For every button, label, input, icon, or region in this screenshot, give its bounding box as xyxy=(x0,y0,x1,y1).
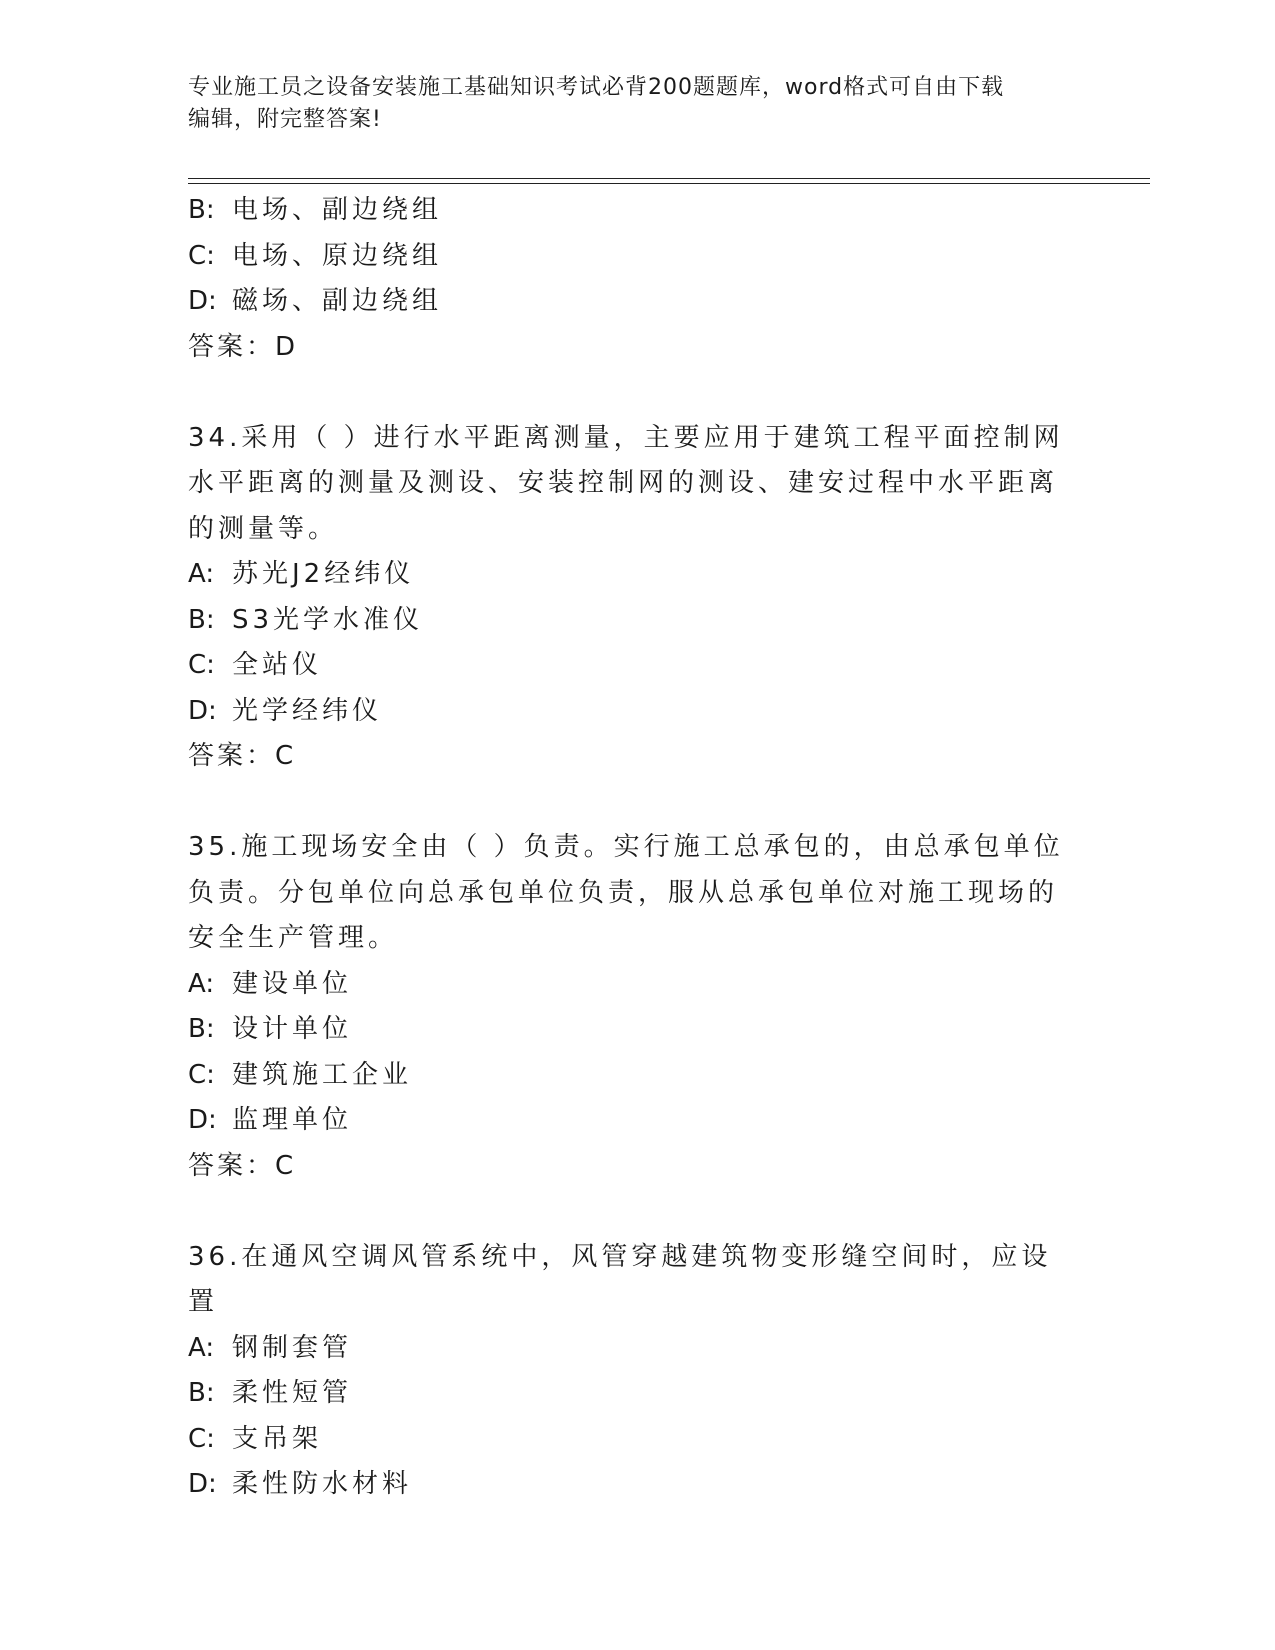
option-text: S3光学水准仪 xyxy=(232,604,424,635)
header-rule-top xyxy=(188,178,1150,179)
option-text: 电场、副边绕组 xyxy=(232,195,443,225)
option-text: 设计单位 xyxy=(232,1014,353,1044)
option-text: 支吊架 xyxy=(232,1423,323,1454)
option-c xyxy=(188,1417,1068,1463)
option-text: 光学经纬仪 xyxy=(232,695,383,726)
question-34 xyxy=(188,416,1068,780)
option-label: D: xyxy=(188,695,217,726)
header-rule-bottom xyxy=(188,183,1150,184)
header-title-line-2: 编辑，附完整答案! xyxy=(188,107,382,132)
option-label: A: xyxy=(188,559,215,589)
answer: 答案：C xyxy=(188,1150,297,1181)
document-header xyxy=(188,72,1088,136)
option-c xyxy=(188,643,1068,689)
option-text: 苏光J2经纬仪 xyxy=(232,559,415,589)
option-label: B: xyxy=(188,195,215,225)
option-label: B: xyxy=(188,1014,215,1044)
option-c xyxy=(188,234,1068,280)
option-text: 全站仪 xyxy=(232,650,323,680)
option-text: 建筑施工企业 xyxy=(232,1059,413,1090)
answer: 答案：D xyxy=(188,331,299,362)
option-d xyxy=(188,689,1068,735)
option-label: B: xyxy=(188,604,215,635)
option-text: 磁场、副边绕组 xyxy=(232,286,443,316)
option-b xyxy=(188,1371,1068,1417)
option-d xyxy=(188,279,1068,325)
spacer xyxy=(188,780,1068,826)
option-label: D: xyxy=(188,286,217,316)
option-text: 柔性短管 xyxy=(232,1378,353,1408)
option-label: C: xyxy=(188,650,215,680)
answer: 答案：C xyxy=(188,741,297,771)
spacer xyxy=(188,1189,1068,1235)
option-d xyxy=(188,1098,1068,1144)
option-a xyxy=(188,552,1068,598)
question-stem: 36.在通风空调风管系统中，风管穿越建筑物变形缝空间时，应设置 xyxy=(188,1241,1052,1317)
option-label: C: xyxy=(188,1059,215,1090)
question-36 xyxy=(188,1235,1068,1508)
option-b xyxy=(188,188,1068,234)
question-stem: 35.施工现场安全由（ ）负责。实行施工总承包的，由总承包单位负责。分包单位向总承包单位负责，服从总承包单位对施工现场的安全生产管理。 xyxy=(188,832,1064,953)
header-title-line-1: 专业施工员之设备安装施工基础知识考试必背200题题库，word格式可自由下载 xyxy=(188,75,1005,100)
option-text: 建设单位 xyxy=(232,968,353,999)
option-a xyxy=(188,962,1068,1008)
option-label: A: xyxy=(188,1332,215,1363)
option-d xyxy=(188,1462,1068,1508)
option-text: 柔性防水材料 xyxy=(232,1469,413,1499)
document-body xyxy=(188,188,1068,1508)
option-a xyxy=(188,1326,1068,1372)
option-b xyxy=(188,598,1068,644)
question-stem: 34.采用（ ）进行水平距离测量，主要应用于建筑工程平面控制网水平距离的测量及测设、安装控制网的测设、建安过程中水平距离的测量等。 xyxy=(188,422,1064,544)
option-text: 监理单位 xyxy=(232,1105,353,1135)
question-33-continued xyxy=(188,188,1068,370)
spacer xyxy=(188,370,1068,416)
option-label: B: xyxy=(188,1378,215,1408)
option-text: 钢制套管 xyxy=(232,1332,353,1363)
option-text: 电场、原边绕组 xyxy=(232,240,443,271)
option-label: D: xyxy=(188,1105,217,1135)
option-label: C: xyxy=(188,1423,215,1454)
option-label: C: xyxy=(188,240,215,271)
option-label: A: xyxy=(188,968,215,999)
question-35 xyxy=(188,825,1068,1189)
option-b xyxy=(188,1007,1068,1053)
option-c xyxy=(188,1053,1068,1099)
option-label: D: xyxy=(188,1469,217,1499)
